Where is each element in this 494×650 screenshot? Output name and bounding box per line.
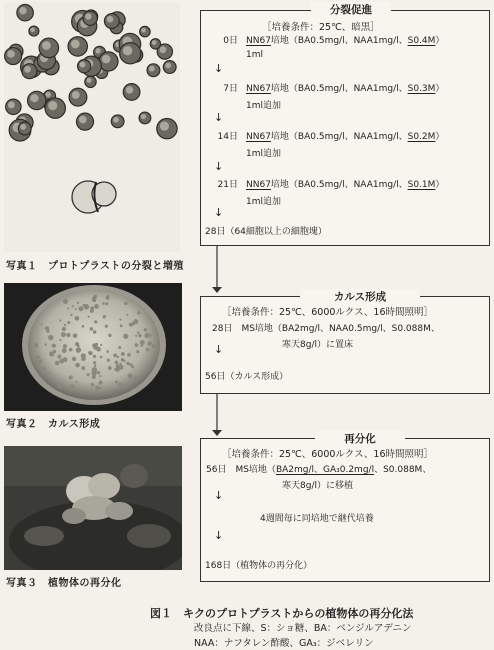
section2-end: 56日（カルス形成） [205, 372, 289, 382]
arrow-down-icon: ↓ [214, 111, 224, 124]
figure-note-1: 改良点に下線、S：ショ糖、BA：ベンジルアデニン [194, 623, 412, 634]
step-day0: 0日 NN67培地（BA0.5mg/l、NAA1mg/l、S0.4M） [223, 36, 445, 46]
arrow-down-icon: ↓ [214, 206, 224, 219]
section2-condition: ［培養条件：25℃、6000ルクス、16時間照明］ [222, 307, 434, 318]
photo3-caption: 写真３ 植物体の再分化 [6, 578, 122, 589]
figure-title: 図１ キクのプロトプラストからの植物体の再分化法 [150, 607, 414, 620]
section3-end: 168日（植物体の再分化） [205, 561, 313, 571]
section2-line1: 28日 MS培地（BA2mg/l、NAA0.5mg/l、S0.088M、 [212, 324, 440, 334]
arrow-down-icon: ↓ [214, 489, 224, 502]
arrow-down-icon: ↓ [214, 160, 224, 173]
step-day14-sub: 1ml追加 [246, 149, 281, 159]
photo1-caption: 写真１ プロトプラストの分裂と増殖 [6, 261, 184, 272]
section3-line1: 56日 MS培地（BA2mg/l、GA₃0.2mg/l、S0.088M、 [206, 465, 432, 475]
section2-title: カルス形成 [300, 289, 420, 304]
arrow-down-icon: ↓ [214, 62, 224, 75]
step-day7: 7日 NN67培地（BA0.5mg/l、NAA1mg/l、S0.3M） [223, 84, 445, 94]
section3-title: 再分化 [315, 431, 405, 446]
section3-line2: 寒天8g/l）に移植 [282, 481, 353, 491]
step-day14: 14日 NN67培地（BA0.5mg/l、NAA1mg/l、S0.2M） [217, 132, 445, 142]
section1-title: 分裂促進 [311, 2, 391, 17]
step-day7-sub: 1ml追加 [246, 101, 281, 111]
arrow-down-icon: ↓ [214, 343, 224, 356]
section1-end: 28日（64細胞以上の細胞塊） [205, 227, 327, 237]
section3-mid: 4週間毎に同培地で継代培養 [260, 514, 374, 524]
step-day21: 21日 NN67培地（BA0.5mg/l、NAA1mg/l、S0.1M） [217, 180, 445, 190]
figure-note-2: NAA：ナフタレン酢酸、GA₃：ジベレリン [194, 638, 374, 649]
section3-condition: ［培養条件：25℃、6000ルクス、16時間照明］ [222, 449, 434, 460]
photo2-caption: 写真２ カルス形成 [6, 419, 101, 430]
step-day0-sub: 1ml [246, 50, 263, 60]
arrow-down-icon: ↓ [214, 529, 224, 542]
section1-condition: ［培養条件：25℃、暗黒］ [262, 22, 380, 33]
step-day21-sub: 1ml追加 [246, 197, 281, 207]
section2-line2: 寒天8g/l）に置床 [282, 340, 353, 350]
